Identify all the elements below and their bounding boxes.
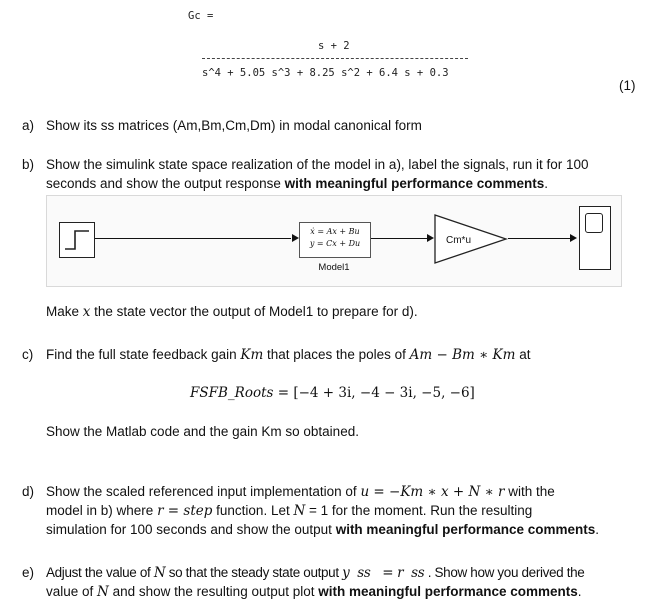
question-b-line2	[46, 174, 646, 193]
tf-numerator: s + 2	[318, 40, 350, 52]
scope-block	[579, 206, 611, 270]
state-vector-note	[46, 302, 418, 322]
question-d-l2-expr: r = step	[157, 503, 213, 519]
question-e-line1	[46, 563, 658, 583]
question-b-letter: b)	[22, 157, 35, 172]
arrow-into-scope	[570, 234, 577, 242]
question-b-line2-bold: with meaningful performance comments	[284, 176, 545, 191]
question-a-text: Show its ss matrices (Am,Bm,Cm,Dm) in modal canonical form	[46, 118, 422, 133]
signal-line-output	[508, 238, 570, 239]
arrow-into-model1	[292, 234, 299, 242]
question-c-post: at	[515, 347, 531, 362]
note-pre: Make	[46, 304, 83, 319]
question-e-l2-end: .	[577, 584, 582, 599]
question-d-l2-mid: function. Let	[212, 503, 294, 518]
tf-denominator: s^4 + 5.05 s^3 + 8.25 s^2 + 6.4 s + 0.3	[202, 67, 449, 79]
note-post: the state vector the output of Model1 to prepare for d).	[90, 304, 418, 319]
state-space-block	[299, 222, 371, 258]
question-e-line2	[46, 582, 658, 602]
note-var: x	[82, 304, 91, 320]
model1-caption: Model1	[318, 262, 350, 273]
fsfb-roots-equation	[190, 384, 475, 403]
question-c-code-line: Show the Matlab code and the gain Km so obtained.	[46, 424, 359, 439]
gain-block	[434, 214, 508, 264]
question-e-l2-N: N	[97, 584, 109, 600]
question-d-line1	[46, 482, 646, 502]
question-b-line2-plain: seconds and show the output response	[46, 176, 285, 191]
question-d-l3-plain: simulation for 100 seconds and show the output	[46, 522, 336, 537]
question-e-l2-mid: and show the resulting output plot	[108, 584, 319, 599]
question-d-l3-bold: with meaningful performance comments	[335, 522, 596, 537]
question-c-pre: Find the full state feedback gain	[46, 347, 241, 362]
question-e-l1-mid: so that the steady state output	[165, 565, 343, 580]
step-source-block	[59, 222, 95, 258]
equation-number: (1)	[619, 78, 636, 93]
question-d-line3	[46, 520, 656, 539]
question-d-l2-pre: model in b) where	[46, 503, 158, 518]
ss-state-equation: ẋ = Ax + Bu	[310, 227, 360, 236]
simulink-diagram	[46, 195, 622, 287]
gain-label: Cm*u	[446, 235, 472, 246]
signal-line-state	[371, 238, 427, 239]
question-b-line1: Show the simulink state space realization of the model in a), label the signals, run it for 100	[46, 157, 589, 172]
question-c-expr: Am − Bm ∗ Km	[409, 347, 516, 363]
step-icon	[60, 223, 94, 257]
question-d-l2-expr2: N	[293, 503, 306, 519]
fsfb-roots-rhs: = [−4 + 3i, −4 − 3i, −5, −6]	[277, 385, 475, 401]
question-c-gain: Km	[240, 347, 264, 363]
question-e-l1-N: N	[153, 565, 166, 581]
arrow-into-gain	[427, 234, 434, 242]
fsfb-roots-lhs: FSFB_Roots	[190, 385, 274, 401]
question-e-letter: e)	[22, 565, 35, 580]
ss-output-equation: y = Cx + Du	[309, 239, 361, 248]
scope-screen-icon	[585, 213, 603, 233]
question-e-l1-post: . Show how you derived the	[424, 565, 585, 580]
question-d-l1-post: with the	[504, 484, 555, 499]
question-a-letter: a)	[22, 118, 35, 133]
question-e-l1-pre: Adjust the value of	[46, 565, 154, 580]
question-b-line2-end: .	[544, 176, 548, 191]
question-d-l2-post: = 1 for the moment. Run the resulting	[305, 503, 533, 518]
question-d-l1-expr: u = −Km ∗ x + N ∗ r	[360, 484, 505, 500]
tf-lhs: Gc =	[188, 10, 214, 22]
question-d-letter: d)	[22, 484, 35, 499]
question-e-l1-expr: y ss = r ss	[342, 565, 425, 581]
question-d-l3-end: .	[595, 522, 599, 537]
question-e-l2-bold: with meaningful performance comments	[318, 584, 578, 599]
fraction-bar	[202, 58, 468, 59]
question-d-l1-pre: Show the scaled referenced input implementation of	[46, 484, 361, 499]
signal-line-step	[95, 238, 291, 239]
question-c-text	[46, 345, 530, 365]
question-c-letter: c)	[22, 347, 34, 362]
question-e-l2-pre: value of	[46, 584, 98, 599]
question-c-mid: that places the poles of	[263, 347, 410, 362]
question-d-line2	[46, 501, 646, 521]
